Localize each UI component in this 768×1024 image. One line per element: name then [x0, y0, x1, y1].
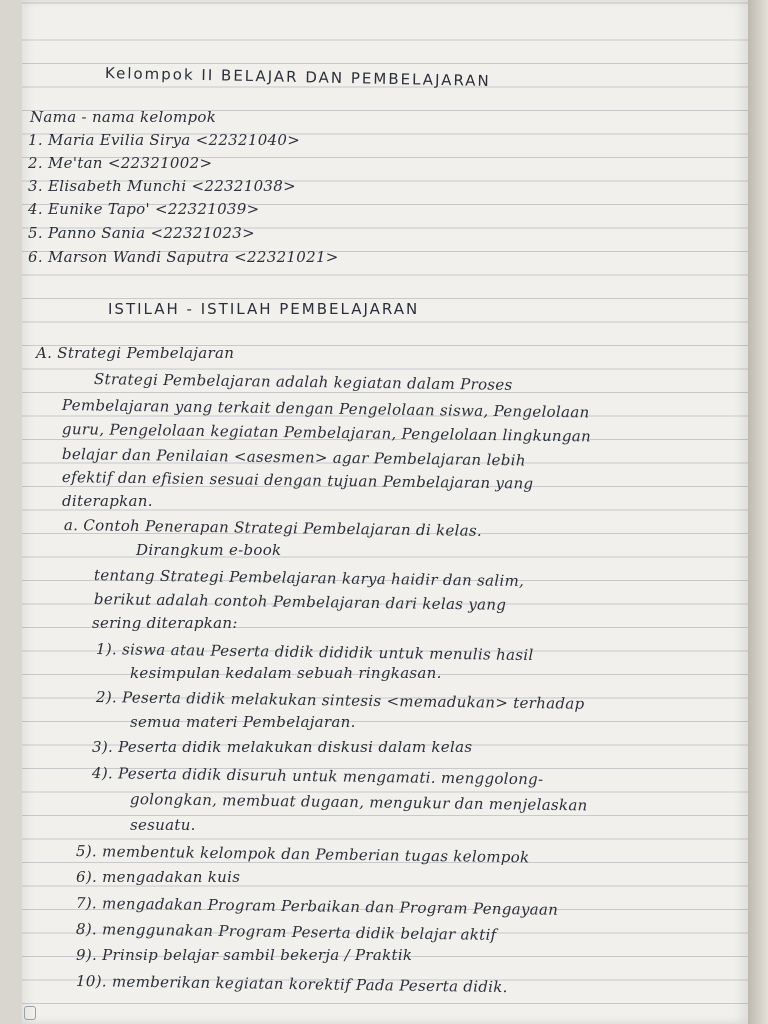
examples-heading: a. Contoh Penerapan Strategi Pembelajaran di kelas.: [63, 516, 483, 540]
examples-intro: tentang Strategi Pembelajaran karya haidir dan salim,: [93, 566, 525, 591]
examples-intro: Dirangkum e-book: [136, 541, 282, 559]
example-item: 4). Peserta didik disuruh untuk mengamati. menggolong-: [91, 764, 544, 789]
strategy-line: belajar dan Penilaian <asesmen> agar Pembelajaran lebih: [61, 445, 526, 470]
example-item: sesuatu.: [130, 816, 196, 834]
example-item: semua materi Pembelajaran.: [130, 713, 356, 731]
example-item: 5). membentuk kelompok dan Pemberian tugas kelompok: [75, 842, 530, 867]
example-item: 3). Peserta didik melakukan diskusi dalam kelas: [92, 738, 473, 756]
strategy-line: Strategi Pembelajaran adalah kegiatan dalam Proses: [93, 370, 513, 394]
example-item: 7). mengadakan Program Perbaikan dan Program Pengayaan: [75, 894, 559, 919]
corner-mark: [24, 1006, 36, 1020]
member-6: 6. Marson Wandi Saputra <22321021>: [28, 248, 339, 266]
member-1: 1. Maria Evilia Sirya <22321040>: [28, 131, 301, 149]
example-item: 2). Peserta didik melakukan sintesis <memadukan> terhadap: [95, 688, 585, 713]
strategy-line: Pembelajaran yang terkait dengan Pengelolaan siswa, Pengelolaan: [61, 396, 590, 422]
member-5: 5. Panno Sania <22321023>: [28, 224, 255, 242]
strategy-heading: A. Strategi Pembelajaran: [36, 344, 235, 362]
members-heading: Nama - nama kelompok: [30, 108, 217, 126]
example-item: kesimpulan kedalam sebuah ringkasan.: [130, 664, 442, 682]
example-item: 9). Prinsip belajar sambil bekerja / Praktik: [76, 946, 413, 964]
member-3: 3. Elisabeth Munchi <22321038>: [28, 177, 296, 195]
example-item: 10). memberikan kegiatan korektif Pada Peserta didik.: [75, 972, 508, 997]
strategy-line: diterapkan.: [62, 492, 153, 510]
examples-intro: sering diterapkan:: [92, 614, 238, 632]
strategy-line: guru, Pengelolaan kegiatan Pembelajaran, Pengelolaan lingkungan: [61, 420, 592, 446]
member-4: 4. Eunike Tapo' <22321039>: [28, 200, 260, 218]
section-title: ISTILAH - ISTILAH PEMBELAJARAN: [108, 300, 420, 318]
page-title: Kelompok II BELAJAR DAN PEMBELAJARAN: [104, 64, 491, 91]
member-2: 2. Me'tan <22321002>: [28, 154, 213, 172]
example-item: golongkan, membuat dugaan, mengukur dan menjelaskan: [129, 790, 588, 815]
example-item: 1). siswa atau Peserta didik dididik untuk menulis hasil: [95, 640, 534, 665]
example-item: 8). menggunakan Program Peserta didik belajar aktif: [75, 920, 497, 944]
examples-intro: berikut adalah contoh Pembelajaran dari kelas yang: [93, 590, 507, 614]
example-item: 6). mengadakan kuis: [76, 868, 241, 886]
strategy-line: efektif dan efisien sesuai dengan tujuan Pembelajaran yang: [61, 468, 534, 493]
page-edge-shadow: [748, 0, 768, 1024]
